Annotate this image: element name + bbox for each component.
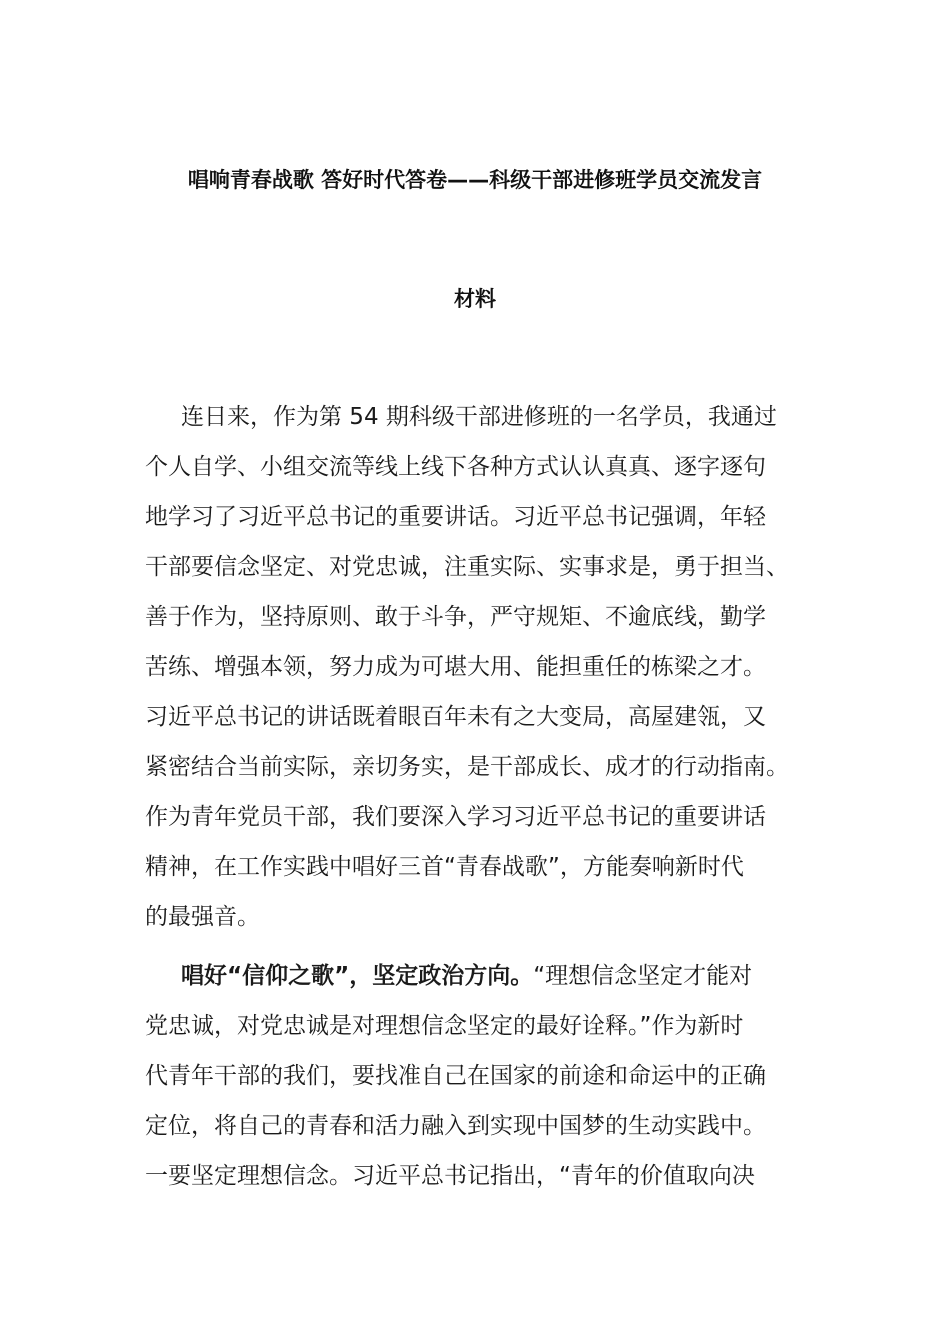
paragraph-line: 的最强音。 (145, 904, 260, 930)
paragraph-line: 苦练、增强本领，努力成为可堪大用、能担重任的栋梁之才。 (145, 654, 766, 680)
paragraph-line: 作为青年党员干部，我们要深入学习习近平总书记的重要讲话 (145, 804, 766, 830)
paragraph-intro (145, 392, 810, 942)
paragraph-line: 代青年干部的我们，要找准自己在国家的前途和命运中的正确 (145, 1063, 766, 1089)
document-title-continuation: 材料 (454, 287, 496, 311)
paragraph-line: 党忠诚，对党忠诚是对理想信念坚定的最好诠释。”作为新时 (145, 1013, 744, 1039)
paragraph-line: 一要坚定理想信念。习近平总书记指出，“青年的价值取向决 (145, 1163, 755, 1189)
paragraph-line: 干部要信念坚定、对党忠诚，注重实际、实事求是，勇于担当、 (145, 554, 789, 580)
paragraph-line (145, 951, 810, 1001)
paragraph-line: 连日来，作为第 54 期科级干部进修班的一名学员，我通过 (181, 404, 777, 430)
paragraph-line: 个人自学、小组交流等线上线下各种方式认认真真、逐字逐句 (145, 454, 766, 480)
paragraph-text: “理想信念坚定才能对 (533, 963, 753, 989)
paragraph-line: 地学习了习近平总书记的重要讲话。习近平总书记强调，年轻 (145, 504, 766, 530)
paragraph-line: 习近平总书记的讲话既着眼百年未有之大变局，高屋建瓴，又 (145, 704, 766, 730)
paragraph-line: 善于作为，坚持原则、敢于斗争，严守规矩、不逾底线，勤学 (145, 604, 766, 630)
paragraph-faith-song (145, 951, 810, 1201)
section-heading: 唱好“信仰之歌”，坚定政治方向。 (181, 963, 534, 989)
paragraph-line: 定位，将自己的青春和活力融入到实现中国梦的生动实践中。 (145, 1113, 766, 1139)
document-title: 唱响青春战歌 答好时代答卷——科级干部进修班学员交流发言 (187, 168, 763, 192)
paragraph-line: 紧密结合当前实际，亲切务实，是干部成长、成才的行动指南。 (145, 754, 789, 780)
paragraph-line: 精神，在工作实践中唱好三首“青春战歌”，方能奏响新时代 (145, 854, 744, 880)
